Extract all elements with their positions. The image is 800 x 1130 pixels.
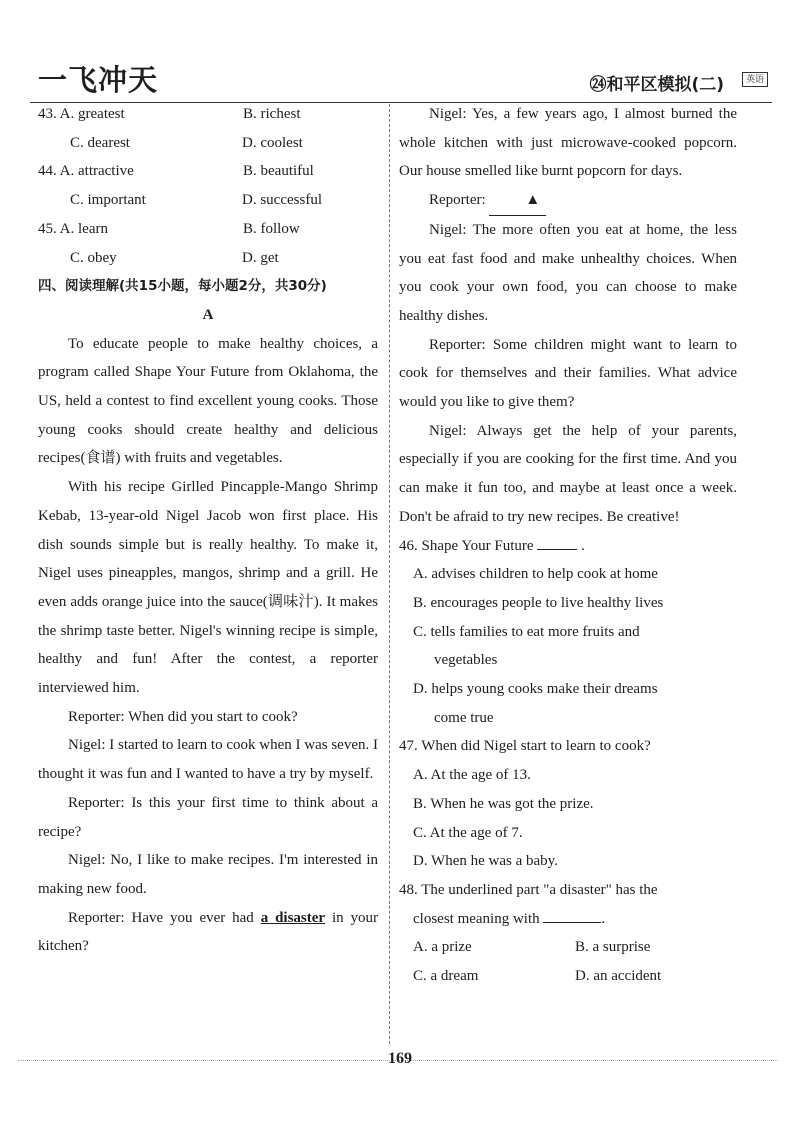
question-46-stem	[399, 532, 737, 561]
dialogue-line	[399, 186, 737, 216]
option: 43. A. greatest	[38, 106, 125, 122]
option-text: vegetables	[434, 652, 498, 669]
dialogue-text: in your kitchen?	[38, 909, 379, 955]
right-column	[399, 100, 737, 991]
dialogue-text: Reporter:	[429, 192, 490, 209]
answer-blank	[537, 535, 577, 550]
left-column	[38, 100, 378, 961]
option: 44. A. attractive	[38, 163, 134, 180]
section-heading: 四、阅读理解(共15小题，每小题2分，共30分)	[38, 278, 327, 295]
question-48-stem-cont	[399, 905, 737, 934]
dialogue-line: Nigel: Always get the help of your parents, especially if you are cooking for the first time. And you can make it fun too, and maybe at least once a week. Don't be afraid to try new recipes. Be creative!	[399, 422, 737, 525]
question-47-stem: 47. When did Nigel start to learn to cook?	[399, 738, 651, 755]
passage-paragraph: To educate people to make healthy choices, a program called Shape Your Future from Oklahoma, the US, held a contest to find excellent young cooks. Those young cooks should create healthy and delicious recipes(食谱) with fruits and vegetables.	[38, 335, 378, 467]
blank-triangle-icon: ▲	[489, 186, 546, 216]
option: D. an accident	[575, 968, 662, 985]
question-48-options	[399, 962, 737, 991]
question-43-options	[38, 100, 378, 129]
dialogue-line: Nigel: Yes, a few years ago, I almost burned the whole kitchen with just microwave-cooked popcorn. Our house smelled like burnt popcorn for days.	[399, 106, 737, 180]
passage-paragraph: With his recipe Girlled Pincapple-Mango Shrimp Kebab, 13-year-old Nigel Jacob won first place. His dish sounds simple but is really healthy. To make it, Nigel uses pineapples, mangos, shrimp and a grill. He even adds orange juice into the sauce(调味汁). It makes the shrimp taste better. Nigel's winning recipe is simple, healthy and fun! After the contest, a reporter interviewed him.	[38, 479, 378, 697]
dialogue-line	[38, 904, 378, 961]
option: D. When he was a baby.	[413, 853, 558, 870]
answer-blank	[543, 908, 601, 923]
question-text: closest meaning with	[413, 910, 540, 927]
option: B. a surprise	[575, 939, 651, 956]
question-43-options	[38, 129, 378, 158]
option: C. dearest	[70, 134, 130, 151]
option	[399, 618, 737, 675]
dialogue-line: Nigel: I started to learn to cook when I was seven. I thought it was fun and I wanted to have a try by myself.	[38, 737, 378, 783]
question-44-options	[38, 157, 378, 186]
option-text: come true	[434, 709, 494, 726]
option: B. beautiful	[243, 163, 314, 180]
dialogue-line: Reporter: Some children might want to learn to cook for themselves and their families. What advice would you like to give them?	[399, 336, 737, 411]
question-end: .	[601, 910, 606, 927]
dialogue-line: Reporter: When did you start to cook?	[68, 708, 298, 725]
option: D. get	[242, 249, 279, 266]
dialogue-text: Reporter: Have you ever had	[68, 909, 261, 926]
dialogue-line: Reporter: Is this your first time to think about a recipe?	[38, 794, 378, 840]
option: 45. A. learn	[38, 220, 108, 237]
option-text: C. tells families to eat more fruits and	[413, 623, 640, 640]
option: C. a dream	[413, 968, 479, 985]
option: C. At the age of 7.	[413, 824, 523, 841]
option: B. encourages people to live healthy lives	[413, 594, 664, 611]
option: B. richest	[243, 106, 301, 122]
question-45-options	[38, 215, 378, 244]
page-header	[30, 58, 772, 103]
question-45-options	[38, 244, 378, 273]
option: A. a prize	[413, 939, 472, 956]
option-text: D. helps young cooks make their dreams	[413, 681, 658, 698]
column-divider	[389, 104, 390, 1044]
passage-label: A	[202, 306, 214, 323]
option: A. At the age of 13.	[413, 767, 531, 784]
option: D. coolest	[242, 134, 303, 151]
exam-title: ㉔和平区模拟(二)	[589, 75, 724, 95]
underlined-phrase: a disaster	[260, 909, 326, 926]
page-number: 169	[388, 1050, 412, 1067]
option: A. advises children to help cook at home	[413, 566, 658, 583]
option: B. When he was got the prize.	[413, 795, 594, 812]
option: D. successful	[242, 192, 322, 209]
dialogue-line: Nigel: The more often you eat at home, the less you eat fast food and make unhealthy choices. When you cook your own food, you can choose to make healthy dishes.	[399, 221, 737, 324]
dialogue-line: Nigel: No, I like to make recipes. I'm interested in making new food.	[38, 852, 378, 897]
option: B. follow	[243, 220, 300, 237]
option	[399, 675, 737, 732]
subject-badge: 英语	[742, 72, 768, 87]
question-text: 46. Shape Your Future	[399, 537, 534, 554]
question-44-options	[38, 186, 378, 215]
option: C. important	[70, 192, 146, 209]
question-48-options	[399, 933, 737, 962]
question-48-stem: 48. The underlined part "a disaster" has the	[399, 881, 658, 898]
brand-logo: 一飞冲天	[38, 63, 159, 97]
option: C. obey	[70, 249, 117, 266]
question-end: .	[581, 537, 585, 554]
